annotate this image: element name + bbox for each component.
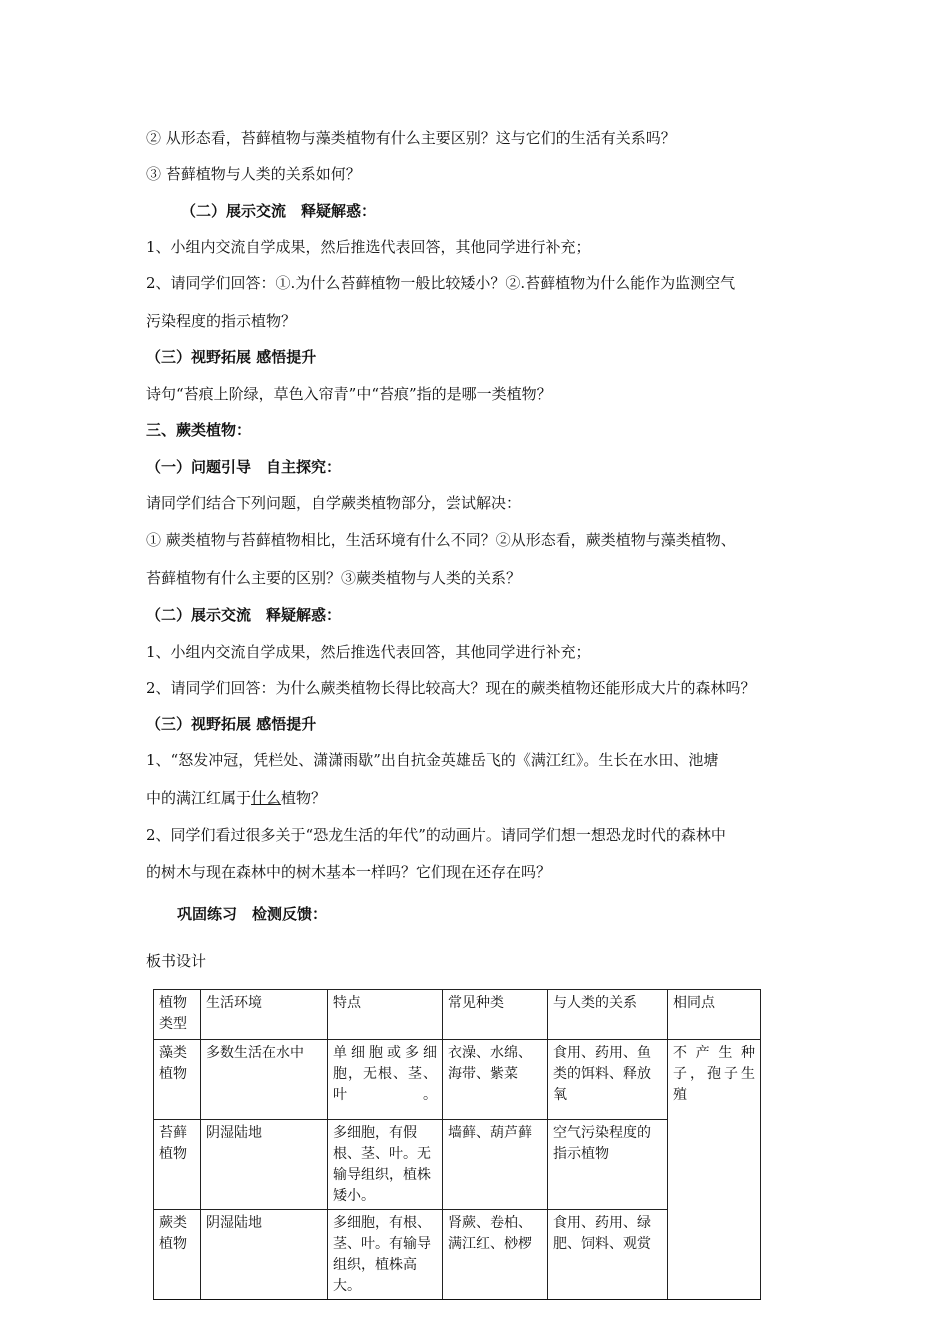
section-heading-exchange: （二）展示交流 释疑解惑： bbox=[146, 606, 342, 624]
question-2-line: ② 从形态看，苔藓植物与藻类植物有什么主要区别？这与它们的生活有关系吗？ bbox=[146, 129, 676, 147]
table-header-cell: 特点 bbox=[328, 990, 443, 1040]
table-cell: 墙藓、葫芦藓 bbox=[443, 1120, 548, 1210]
paragraph-line bbox=[146, 788, 890, 808]
underlined-word: 什么 bbox=[251, 789, 282, 807]
question-3-line: ③ 苔藓植物与人类的关系如何？ bbox=[146, 165, 361, 183]
table-cell: 藻类植物 bbox=[154, 1040, 201, 1120]
table-cell: 肾蕨、卷柏、满江红、桫椤 bbox=[443, 1210, 548, 1300]
table-cell: 多数生活在水中 bbox=[201, 1040, 328, 1120]
paragraph-line: ① 蕨类植物与苔藓植物相比，生活环境有什么不同？②从形态看，蕨类植物与藻类植物、 bbox=[146, 531, 736, 549]
chapter-heading-ferns: 三、蕨类植物： bbox=[146, 421, 252, 439]
table-header-cell: 相同点 bbox=[668, 990, 761, 1040]
table-cell: 苔藓植物 bbox=[154, 1120, 201, 1210]
paragraph-line: 1、小组内交流自学成果，然后推选代表回答，其他同学进行补充； bbox=[146, 238, 591, 256]
table-cell: 多细胞，有假根、茎、叶。无输导组织，植株矮小。 bbox=[328, 1120, 443, 1210]
board-design-title: 板书设计 bbox=[146, 952, 207, 970]
table-header-row bbox=[154, 990, 761, 1040]
table-cell: 阴湿陆地 bbox=[201, 1120, 328, 1210]
paragraph-line: 1、“怒发冲冠，凭栏处、潇潇雨歇”出自抗金英雄岳飞的《满江红》。生长在水田、池塘 bbox=[146, 751, 719, 769]
table-header-cell: 生活环境 bbox=[201, 990, 328, 1040]
table-cell: 空气污染程度的指示植物 bbox=[548, 1120, 668, 1210]
table-cell: 蕨类植物 bbox=[154, 1210, 201, 1300]
paragraph-line: 2、请同学们回答：①.为什么苔藓植物一般比较矮小？②.苔藓植物为什么能作为监测空气 bbox=[146, 274, 736, 292]
table-cell: 衣澡、水绵、海带、紫菜 bbox=[443, 1040, 548, 1120]
table-cell: 单细胞或多细胞，无根、茎、叶。 bbox=[328, 1040, 443, 1120]
section-heading-inquiry: （一）问题引导 自主探究： bbox=[146, 458, 342, 476]
table-cell: 食用、药用、鱼类的饵料、释放氧 bbox=[548, 1040, 668, 1120]
paragraph-line: 2、请同学们回答：为什么蕨类植物长得比较高大？现在的蕨类植物还能形成大片的森林吗？ bbox=[146, 679, 756, 697]
text-span: 中的满江红属于 bbox=[146, 789, 252, 807]
section-heading-practice: 巩固练习 检测反馈： bbox=[177, 905, 328, 923]
text-span: 植物？ bbox=[281, 789, 327, 807]
paragraph-line: 诗句“苔痕上阶绿，草色入帘青”中“苔痕”指的是哪一类植物？ bbox=[146, 385, 552, 403]
table-cell: 食用、药用、绿肥、饲料、观赏 bbox=[548, 1210, 668, 1300]
paragraph-line: 2、同学们看过很多关于“恐龙生活的年代”的动画片。请同学们想一想恐龙时代的森林中 bbox=[146, 826, 726, 844]
board-design-table bbox=[153, 989, 761, 1300]
table-cell: 阴湿陆地 bbox=[201, 1210, 328, 1300]
table-header-cell: 植物类型 bbox=[154, 990, 201, 1040]
table-header-cell: 与人类的关系 bbox=[548, 990, 668, 1040]
paragraph-line: 请同学们结合下列问题，自学蕨类植物部分，尝试解决： bbox=[146, 494, 522, 512]
paragraph-line: 污染程度的指示植物？ bbox=[146, 312, 297, 330]
table-cell: 多细胞，有根、茎、叶。有输导组织，植株高大。 bbox=[328, 1210, 443, 1300]
section-heading-exchange: （二）展示交流 释疑解惑： bbox=[181, 202, 377, 220]
section-heading-expand: （三）视野拓展 感悟提升 bbox=[146, 348, 317, 366]
paragraph-line: 的树木与现在森林中的树木基本一样吗？它们现在还存在吗？ bbox=[146, 863, 552, 881]
paragraph-line: 1、小组内交流自学成果，然后推选代表回答，其他同学进行补充； bbox=[146, 643, 591, 661]
section-heading-expand: （三）视野拓展 感悟提升 bbox=[146, 715, 317, 733]
table-header-cell: 常见种类 bbox=[443, 990, 548, 1040]
table-cell-common: 不产生种子，孢子生殖 bbox=[668, 1040, 761, 1300]
paragraph-line: 苔藓植物有什么主要的区别？③蕨类植物与人类的关系？ bbox=[146, 569, 522, 587]
table-row bbox=[154, 1040, 761, 1120]
